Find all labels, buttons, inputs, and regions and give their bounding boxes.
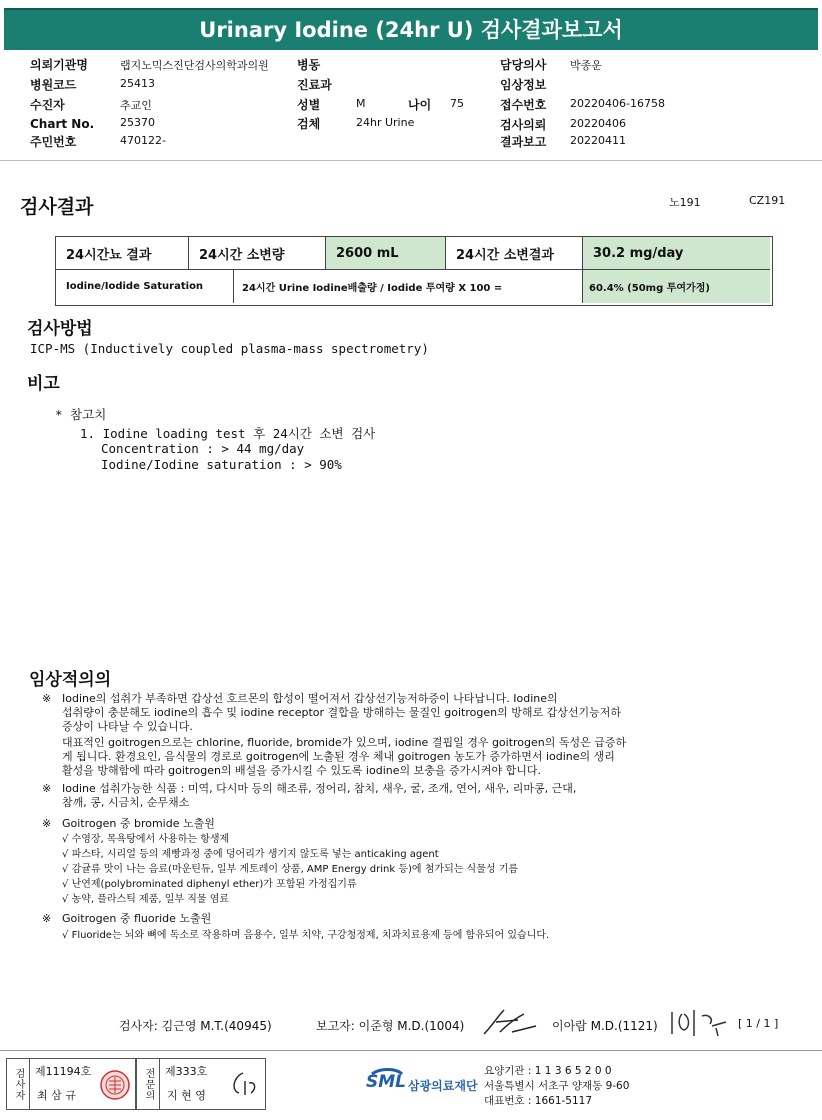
result-code-2: CZ191 xyxy=(749,194,786,207)
check-icon: √ xyxy=(62,864,69,875)
receipt-value: 20220406-16758 xyxy=(570,97,665,110)
cell-saturation-label: Iodine/Iodide Saturation xyxy=(56,270,234,303)
clinical-info-label: 임상정보 xyxy=(500,78,547,92)
result-code-1: 노191 xyxy=(669,196,701,209)
ref-mark-icon: ※ xyxy=(42,782,52,795)
list-item-text: 감귤류 맛이 나는 음료(마운틴듀, 일부 게토레이 상품, AMP Energy drink 등)에 첨가되는 식물성 기름 xyxy=(71,864,519,875)
method-title: 검사방법 xyxy=(27,319,93,339)
bromide-title: Goitrogen 중 bromide 노출원 xyxy=(62,817,215,830)
check-icon: √ xyxy=(62,849,69,860)
doctor-label: 담당의사 xyxy=(500,58,547,72)
remarks-saturation: Iodine/Iodine saturation : > 90% xyxy=(101,457,342,472)
fluoride-item xyxy=(62,928,802,943)
specialist-box-label: 전문의 xyxy=(137,1059,160,1109)
ward-label: 병동 xyxy=(297,58,321,72)
footer-divider xyxy=(0,1050,822,1051)
age-label: 나이 xyxy=(408,98,432,112)
md2-signature: 이아람 M.D.(1121) xyxy=(552,1019,658,1033)
list-item-text: Fluoride는 뇌와 뼈에 독소로 작용하며 음용수, 일부 치약, 구강청정제, 치과치료용제 등에 함유되어 있습니다. xyxy=(71,930,550,941)
clinical-line: 활성을 방해함에 따라 goitrogen의 배설을 증가시킬 수 있도록 iodine의 보충을 증가시켜야 합니다. xyxy=(62,764,541,777)
ref-mark-icon: ※ xyxy=(42,692,52,705)
foundation-name: 삼광의료재단 xyxy=(408,1079,478,1093)
specialist-license-box xyxy=(136,1058,266,1110)
cell-saturation-value: 60.4% (50mg 투여가정) xyxy=(583,270,770,303)
method-text: ICP-MS (Inductively coupled plasma-mass spectrometry) xyxy=(30,341,429,356)
check-icon: √ xyxy=(62,930,69,941)
request-value: 20220406 xyxy=(570,117,626,130)
list-item xyxy=(62,877,802,892)
clinical-line: Iodine 섭취가능한 식품 : 미역, 다시마 등의 해조류, 정어리, 참치, 새우, 굴, 조개, 연어, 새우, 리마콩, 근대, xyxy=(62,782,577,795)
list-item-text: 난연제(polybrominated diphenyl ether)가 포함된 가정집기류 xyxy=(71,879,357,890)
list-item xyxy=(62,847,802,862)
cell-urine-volume-value: 2600 mL xyxy=(326,237,446,270)
id-label: 주민번호 xyxy=(30,135,77,149)
cell-urine-result-label: 24시간 소변결과 xyxy=(446,237,583,270)
specialist-name: 지 현 영 xyxy=(167,1089,206,1102)
check-icon: √ xyxy=(62,894,69,905)
list-item-text: 파스타, 시리얼 등의 제빵과정 중에 덩어리가 생기지 않도록 넣는 anticaking agent xyxy=(71,849,439,860)
id-value: 470122- xyxy=(120,134,166,147)
care-institution-no: 요양기관 : 1 1 3 6 5 2 0 0 xyxy=(484,1065,612,1077)
patient-label: 수진자 xyxy=(30,98,65,112)
clinical-paragraph-1 xyxy=(62,692,812,778)
clinical-line: Iodine의 섭취가 부족하면 갑상선 호르몬의 합성이 떨어져서 갑상선기능저하증이 나타납니다. Iodine의 xyxy=(62,692,558,705)
header-divider xyxy=(0,160,822,161)
remarks-item-1: 1. Iodine loading test 후 24시간 소변 검사 xyxy=(80,426,376,441)
specimen-label: 검체 xyxy=(297,117,321,131)
org-label: 의뢰기관명 xyxy=(30,58,88,72)
handwritten-signature-1 xyxy=(478,1004,540,1040)
clinical-title: 임상적의의 xyxy=(29,670,112,690)
fluoride-title: Goitrogen 중 fluoride 노출원 xyxy=(62,912,212,925)
report-date-value: 20220411 xyxy=(570,134,626,147)
hospcode-value: 25413 xyxy=(120,77,155,90)
list-item-text: 수영장, 목욕탕에서 사용하는 항생제 xyxy=(71,834,230,845)
list-item xyxy=(62,892,802,907)
seal-icon xyxy=(99,1069,131,1101)
specialist-license-no: 제333호 xyxy=(165,1065,208,1078)
hospcode-label: 병원코드 xyxy=(30,78,77,92)
cell-urine-result-value: 30.2 mg/day xyxy=(583,237,770,270)
results-table xyxy=(55,236,773,306)
request-label: 검사의뢰 xyxy=(500,118,547,132)
check-icon: √ xyxy=(62,879,69,890)
clinical-line: 참깨, 콩, 시금치, 순무채소 xyxy=(62,796,190,809)
sex-value: M xyxy=(356,97,366,110)
age-value: 75 xyxy=(450,97,464,110)
clinical-line: 섭취량이 충분해도 iodine의 흡수 및 iodine receptor 결합을 방해하는 물질인 goitrogen의 방해로 갑상선기능저하 xyxy=(62,706,621,719)
results-title: 검사결과 xyxy=(20,196,94,218)
chart-label: Chart No. xyxy=(30,117,95,131)
examiner-box-label: 검사자 xyxy=(7,1059,30,1109)
list-item-text: 농약, 플라스틱 제품, 일부 직물 염료 xyxy=(71,894,230,905)
examiner-name: 최 삼 규 xyxy=(37,1089,76,1102)
patient-value: 추교인 xyxy=(120,99,152,112)
ref-mark-icon: ※ xyxy=(42,817,52,830)
remarks-concentration: Concentration : > 44 mg/day xyxy=(101,441,305,456)
specimen-value: 24hr Urine xyxy=(356,116,415,129)
handwritten-signature-3 xyxy=(225,1069,261,1099)
examiner-license-box xyxy=(6,1058,136,1110)
cell-saturation-formula: 24시간 Urine Iodine배출량 / Iodide 투여량 X 100 = xyxy=(234,270,583,303)
clinical-paragraph-2 xyxy=(62,782,812,810)
clinical-line: 대표적인 goitrogen으로는 chlorine, fluoride, bromide가 있으며, iodine 결핍일 경우 goitrogen의 독성은 급증하 xyxy=(62,736,627,749)
sex-label: 성별 xyxy=(297,98,321,112)
cell-urine-volume-label: 24시간 소변량 xyxy=(189,237,326,270)
dept-label: 진료과 xyxy=(297,78,332,92)
footer-phone: 대표번호 : 1661-5117 xyxy=(484,1095,593,1107)
chart-value: 25370 xyxy=(120,116,155,129)
check-icon: √ xyxy=(62,834,69,845)
doctor-value: 박종운 xyxy=(570,59,602,72)
clinical-line: 증상이 나타날 수 있습니다. xyxy=(62,720,193,733)
receipt-label: 접수번호 xyxy=(500,98,547,112)
reporter-signature: 보고자: 이준형 M.D.(1004) xyxy=(316,1019,465,1033)
bromide-list xyxy=(62,832,802,907)
org-value: 랩지노믹스진단검사의학과의원 xyxy=(120,59,269,72)
page-number: [ 1 / 1 ] xyxy=(738,1017,779,1030)
clinical-line: 게 됩니다. 환경요인, 음식물의 경로로 goitrogen에 노출된 경우 체내 goitrogen 농도가 증가하면서 iodine의 생리 xyxy=(62,750,615,763)
list-item xyxy=(62,862,802,877)
remarks-ref-title: * 참고치 xyxy=(55,407,107,422)
report-date-label: 결과보고 xyxy=(500,135,547,149)
handwritten-signature-2 xyxy=(668,1006,732,1038)
list-item xyxy=(62,832,802,847)
footer-address: 서울특별시 서초구 양재동 9-60 xyxy=(484,1080,630,1092)
cell-24h-urine-result: 24시간뇨 결과 xyxy=(56,237,189,270)
report-title: Urinary Iodine (24hr U) 검사결과보고서 xyxy=(4,8,818,50)
examiner-license-no: 제11194호 xyxy=(35,1065,92,1078)
remarks-title: 비고 xyxy=(27,374,60,394)
sml-logo-text: SML xyxy=(366,1072,406,1092)
ref-mark-icon: ※ xyxy=(42,912,52,925)
examiner-signature: 검사자: 김근영 M.T.(40945) xyxy=(119,1019,272,1033)
